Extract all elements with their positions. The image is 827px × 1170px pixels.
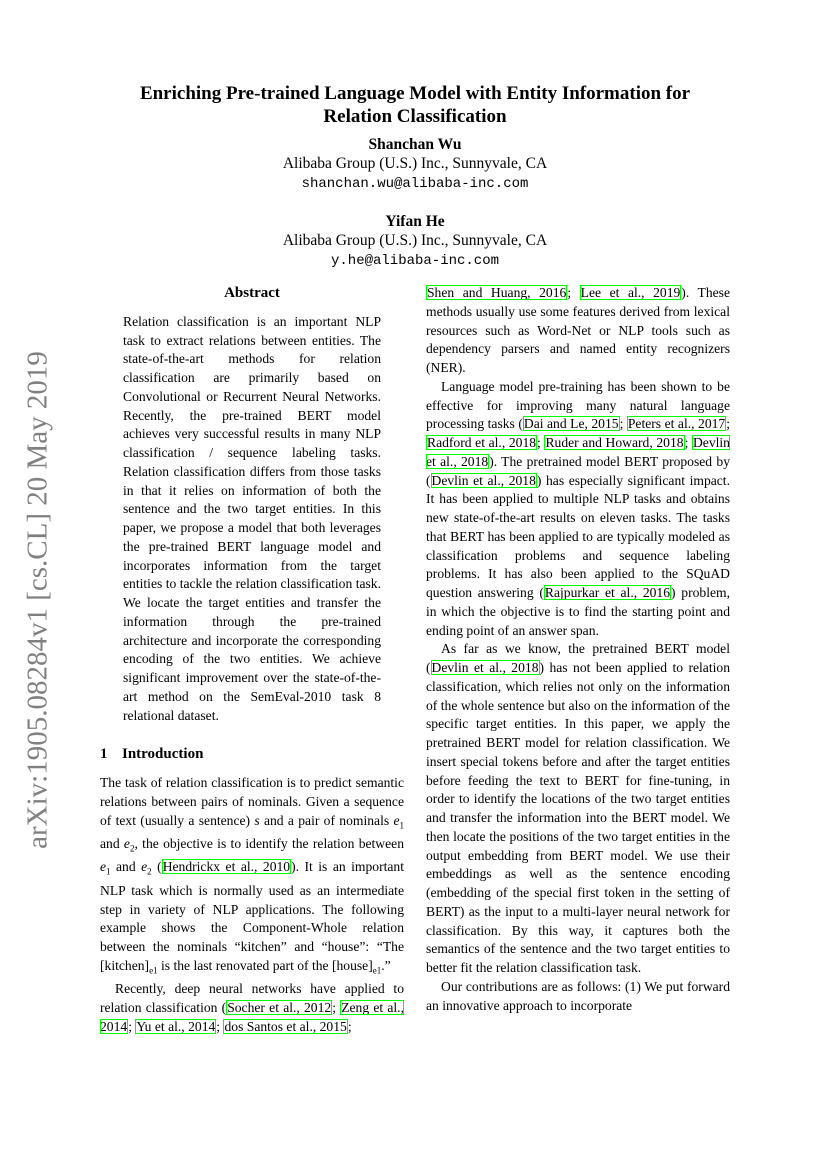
citation-link[interactable]: Socher et al., 2012: [227, 1000, 332, 1016]
right-column: [426, 284, 730, 1015]
citation-link[interactable]: Zeng et al., 2014: [100, 1000, 404, 1034]
citation-link[interactable]: Peters et al., 2017: [627, 416, 726, 432]
citation-link[interactable]: Shen and Huang, 2016: [427, 285, 567, 300]
author-email: shanchan.wu@alibaba-inc.com: [301, 176, 529, 192]
citation-link[interactable]: Lee et al., 2019: [580, 285, 681, 300]
citation-link[interactable]: Devlin et al., 2018: [431, 660, 539, 675]
author-affiliation: Alibaba Group (U.S.) Inc., Sunnyvale, CA: [282, 155, 548, 172]
left-column: [100, 284, 404, 1037]
right-paragraph-4: Our contributions are as follows: (1) We put forward an innovative approach to incorporate: [426, 978, 730, 1013]
paper-title: Enriching Pre-trained Language Model with Entity Information for Relation Classification: [139, 83, 691, 127]
author-name: Yifan He: [385, 213, 445, 230]
right-paragraph-2: Language model pre-training has been shown to be effective for improving many natural language processing tasks (Dai and Le, 2015; Peters et al., 2017; Radford et al., 2018; Ruder and Howard, 2018; Devlin et al., 2018). The pretrained model BERT proposed by (Devlin et al., 2018) has especially significant impact. It has been applied to multiple NLP tasks and obtains new state-of-the-art results on eleven tasks. The tasks that BERT has been applied to are typically modeled as classification problems and sequence labeling problems. It has also been applied to the SQuAD question answering (Rajpurkar et al., 2016) problem, in which the objective is to find the starting point and ending point of an answer span.: [426, 378, 731, 638]
abstract-text: Relation classification is an important NLP task to extract relations between entities. The state-of-the-art methods for relation classification are primarily based on Convolutional or Recurrent Neural Networks. Recently, the pre-trained BERT model achieves very successful results in many NLP classification / sequence labeling tasks. Relation classification differs from those tasks in that it relies on information of both the sentence and the two target entities. In this paper, we propose a model that both leverages the pre-trained BERT language model and incorporates information from the target entities to tackle the relation classification task. We locate the target entities and transfer the information through the pre-trained architecture and incorporate the corresponding encoding of the two entities. We achieve significant improvement over the state-of-the-art method on the SemEval-2010 task 8 relational dataset.: [123, 313, 381, 723]
author-name: Shanchan Wu: [368, 136, 462, 153]
citation-link[interactable]: Rajpurkar et al., 2016: [544, 585, 671, 600]
intro-paragraph-1: The task of relation classification is to predict semantic relations between pairs of nominals. Given a sequence of text (usually a sentence) s and a pair of nominals $e_1$ and $e_2$, the objective is to identify the relation between $e_1$ and $e_2$ (Hendrickx et al., 2010). It is an important NLP task which is normally used as an intermediate step in variety of NLP applications. The following example shows the Component-Whole relation between the nominals “kitchen” and “house”: “The $[kitchen]_{e1}$ is the last renovated part of the $[house]_{e1}$.”: [100, 775, 404, 976]
citation-link[interactable]: dos Santos et al., 2015: [224, 1018, 347, 1034]
right-paragraph-1: Shen and Huang, 2016; Lee et al., 2019). These methods usually use some features derived from lexical resources such as Word-Net or NLP tools such as dependency parsers and named entity recognizers (NER).: [426, 285, 730, 375]
author-affiliation: Alibaba Group (U.S.) Inc., Sunnyvale, CA: [282, 232, 548, 249]
right-paragraph-3: As far as we know, the pretrained BERT model (Devlin et al., 2018) has not been applied to relation classification, which relies not only on the information of the whole sentence but also on the information of the specific target entities. In this paper, we apply the pretrained BERT model for relation classification. We insert special tokens before and after the target entities before feeding the text to BERT for fine-tuning, in order to identify the locations of the two target entities and transfer the information into the BERT model. We then locate the positions of the two target entities in the output embedding from BERT model. We use their embeddings as well as the sentence encoding (embedding of the special first token in the setting of BERT) as the input to a multi-layer neural network for classification. By this way, it captures both the semantics of the sentence and the two target entities to better fit the relation classification task.: [426, 641, 730, 975]
citation-link[interactable]: Dai and Le, 2015: [523, 416, 619, 432]
citation-link[interactable]: Ruder and Howard, 2018: [545, 435, 684, 450]
author-block-2: [100, 212, 730, 271]
citation-link[interactable]: Devlin et al., 2018: [426, 435, 730, 469]
arxiv-id: arXiv:1905.08284v1 [cs.CL] 20 May 2019: [21, 351, 54, 849]
citation-link[interactable]: Hendrickx et al., 2010: [162, 859, 291, 875]
paper-header: [100, 82, 730, 271]
citation-link[interactable]: Devlin et al., 2018: [431, 472, 536, 488]
section-heading-introduction: 1 Introduction: [100, 746, 204, 763]
citation-link[interactable]: Radford et al., 2018: [427, 435, 537, 450]
author-block-1: [100, 135, 730, 194]
author-email: y.he@alibaba-inc.com: [330, 253, 500, 269]
arxiv-sidebar: [8, 340, 68, 860]
intro-paragraph-2: Recently, deep neural networks have applied to relation classification (Socher et al., 2012; Zeng et al., 2014; Yu et al., 2014; dos Santos et al., 2015;: [100, 981, 404, 1034]
citation-link[interactable]: Yu et al., 2014: [136, 1018, 216, 1034]
abstract-heading: Abstract: [224, 285, 280, 301]
